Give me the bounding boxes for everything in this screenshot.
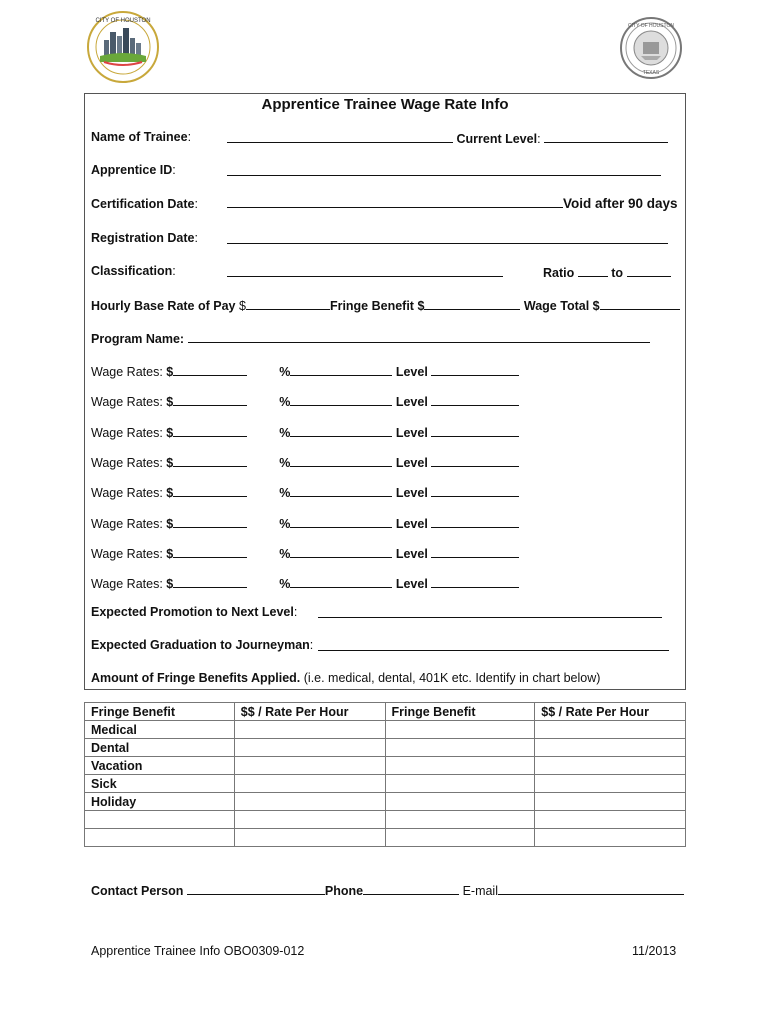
wage-rate-percent-field[interactable] <box>290 454 392 467</box>
benefit-name-cell[interactable] <box>385 793 535 811</box>
wage-rate-amount-field[interactable] <box>173 393 247 406</box>
wage-rate-level-field[interactable] <box>431 393 519 406</box>
rate-cell[interactable] <box>535 793 686 811</box>
form-title: Apprentice Trainee Wage Rate Info <box>261 96 509 113</box>
wage-rate-row: Wage Rates: $ % Level <box>91 515 519 531</box>
wage-rate-percent-field[interactable] <box>290 575 392 588</box>
table-header: $$ / Rate Per Hour <box>234 703 385 721</box>
fringe-applied-note: (i.e. medical, dental, 401K etc. Identify in chart below) <box>303 671 601 685</box>
wage-rate-amount-field[interactable] <box>173 424 247 437</box>
expected-promotion-field[interactable] <box>318 605 662 618</box>
benefit-name-cell: Medical <box>85 721 235 739</box>
benefit-name-cell[interactable] <box>385 757 535 775</box>
benefit-name-cell: Vacation <box>85 757 235 775</box>
table-row <box>85 811 686 829</box>
wage-rates-label: Wage Rates: <box>91 365 163 379</box>
table-row <box>85 721 686 739</box>
fringe-benefits-body <box>85 721 686 847</box>
table-header-row <box>85 703 686 721</box>
table-header: Fringe Benefit <box>85 703 235 721</box>
ratio-first-field[interactable] <box>578 264 608 277</box>
wage-rate-row: Wage Rates: $ % Level <box>91 454 519 470</box>
rate-cell[interactable] <box>234 775 385 793</box>
contact-row <box>91 882 684 898</box>
wage-rate-percent-field[interactable] <box>290 545 392 558</box>
certification-date-label: Certification Date <box>91 197 195 211</box>
wage-rate-row: Wage Rates: $ % Level <box>91 363 519 379</box>
table-row <box>85 793 686 811</box>
wage-rate-row: Wage Rates: $ % Level <box>91 545 519 561</box>
email-field[interactable] <box>498 882 684 895</box>
classification-label: Classification <box>91 264 173 278</box>
wage-rates-label: Wage Rates: <box>91 516 163 531</box>
wage-rate-percent-field[interactable] <box>290 424 392 437</box>
benefit-name-cell[interactable] <box>385 721 535 739</box>
table-row <box>85 775 686 793</box>
registration-date-label: Registration Date <box>91 231 195 245</box>
wage-total-field[interactable] <box>600 297 680 310</box>
phone-label: Phone <box>324 884 364 898</box>
wage-rate-amount-field[interactable] <box>173 484 247 497</box>
wage-rate-amount-field[interactable] <box>173 515 247 528</box>
benefit-name-cell[interactable] <box>385 829 535 847</box>
contact-person-label: Contact Person <box>91 884 184 898</box>
wage-rate-amount-field[interactable] <box>173 575 247 588</box>
wage-rate-level-field[interactable] <box>431 545 519 558</box>
city-of-houston-obo-logo <box>86 10 160 84</box>
wage-rate-level-field[interactable] <box>431 363 519 376</box>
wage-rates-label: Wage Rates: <box>91 425 163 440</box>
wage-rates-label: Wage Rates: <box>91 455 163 470</box>
table-row <box>85 757 686 775</box>
apprentice-id-label: Apprentice ID <box>91 163 173 177</box>
name-of-trainee-label: Name of Trainee <box>91 130 188 144</box>
footer-date: 11/2013 <box>632 944 677 958</box>
wage-rate-row: Wage Rates: $ % Level <box>91 575 519 591</box>
hourly-base-label: Hourly Base Rate of Pay <box>91 299 236 313</box>
level-label: Level <box>395 425 428 440</box>
expected-promotion-label: Expected Promotion to Next Level <box>91 605 294 619</box>
benefit-name-cell <box>85 811 235 829</box>
contact-person-field[interactable] <box>187 882 325 895</box>
benefit-name-cell[interactable] <box>385 739 535 757</box>
void-note: Void after 90 days <box>563 196 678 211</box>
wage-rate-row: Wage Rates: $ % Level <box>91 393 519 409</box>
classification-field[interactable] <box>227 264 503 277</box>
benefit-name-cell: Dental <box>85 739 235 757</box>
wage-rate-amount-field[interactable] <box>173 363 247 376</box>
fringe-benefit-field[interactable] <box>424 297 520 310</box>
wage-rate-level-field[interactable] <box>431 454 519 467</box>
level-label: Level <box>395 516 428 531</box>
benefit-name-cell[interactable] <box>385 775 535 793</box>
apprentice-id-field[interactable] <box>227 163 661 176</box>
hourly-base-field[interactable] <box>246 297 330 310</box>
expected-graduation-field[interactable] <box>318 638 669 651</box>
wage-rate-percent-field[interactable] <box>290 393 392 406</box>
phone-field[interactable] <box>363 882 459 895</box>
rate-cell[interactable] <box>234 757 385 775</box>
city-of-houston-seal <box>619 16 683 80</box>
wage-total-label: Wage Total $ <box>523 299 600 313</box>
wage-rate-level-field[interactable] <box>431 424 519 437</box>
level-label: Level <box>395 365 428 379</box>
svg-text:TEXAS: TEXAS <box>642 70 660 76</box>
rate-cell[interactable] <box>535 757 686 775</box>
program-name-label: Program Name: <box>91 332 185 346</box>
rate-cell[interactable] <box>234 739 385 757</box>
benefit-name-cell: Holiday <box>85 793 235 811</box>
name-of-trainee-row: Name of Trainee: <box>91 130 192 144</box>
wage-rate-percent-field[interactable] <box>290 363 392 376</box>
program-name-field[interactable] <box>188 330 650 343</box>
fringe-benefit-label: Fringe Benefit $ <box>329 299 425 313</box>
wage-rate-amount-field[interactable] <box>173 545 247 558</box>
expected-graduation-label: Expected Graduation to Journeyman <box>91 638 310 652</box>
rate-cell[interactable] <box>535 775 686 793</box>
ratio-to-label: to <box>611 266 624 280</box>
benefit-name-cell: Sick <box>85 775 235 793</box>
rate-cell[interactable] <box>234 721 385 739</box>
wage-rates-label: Wage Rates: <box>91 395 163 410</box>
footer-form-id: Apprentice Trainee Info OBO0309-012 <box>91 944 305 958</box>
level-label: Level <box>395 395 428 410</box>
svg-text:CITY OF HOUSTON: CITY OF HOUSTON <box>95 18 151 24</box>
wage-rate-level-field[interactable] <box>431 575 519 588</box>
wage-rate-percent-field[interactable] <box>290 515 392 528</box>
level-label: Level <box>395 486 428 501</box>
rate-cell[interactable] <box>535 811 686 829</box>
wage-rates-label: Wage Rates: <box>91 486 163 501</box>
wage-rate-form: Apprentice Trainee Wage Rate Info Name of Trainee: Current Level: Apprentice ID: Certification Date: Void after 90 days Registration Date: Classification: Ratio to Hourly Base Rate of Pay $ Fringe Benefit $ Wage Total $ Program Name: Wage Rates: $ % Level Wage Rates: $ % Level Wage Rates: $ % Level Wage Rates: $ % Level Wage Rates: $ % Level Wage Rates: $ % Level Wage Rates: $ % Level Wage Rates: $ % Level Expected Promotion to Next Level: Expected Graduation to Journeyman: Amount of Fringe Benefits Applied. (i.e. medical, dental, 401K etc. Identify in chart below) <box>84 93 686 690</box>
level-label: Level <box>395 577 428 592</box>
wage-rate-row: Wage Rates: $ % Level <box>91 424 519 440</box>
wage-rate-amount-field[interactable] <box>173 454 247 467</box>
registration-date-field[interactable] <box>227 231 668 244</box>
certification-date-field[interactable] <box>227 195 563 208</box>
wage-rate-row: Wage Rates: $ % Level <box>91 484 519 500</box>
fringe-applied-label: Amount of Fringe Benefits Applied. <box>91 671 301 685</box>
rate-cell[interactable] <box>234 829 385 847</box>
table-row <box>85 739 686 757</box>
wage-rate-level-field[interactable] <box>431 484 519 497</box>
rate-cell[interactable] <box>535 829 686 847</box>
level-label: Level <box>395 455 428 470</box>
email-label: E-mail <box>462 884 498 898</box>
svg-text:CITY OF HOUSTON: CITY OF HOUSTON <box>628 23 674 29</box>
ratio-second-field[interactable] <box>627 264 671 277</box>
name-of-trainee-field[interactable] <box>227 130 453 143</box>
table-header: Fringe Benefit <box>385 703 535 721</box>
current-level-field[interactable] <box>544 130 668 143</box>
wage-rate-percent-field[interactable] <box>290 484 392 497</box>
table-row <box>85 829 686 847</box>
ratio-label: Ratio <box>543 266 575 280</box>
wage-rates-label: Wage Rates: <box>91 546 163 561</box>
benefit-name-cell <box>85 829 235 847</box>
rate-cell[interactable] <box>535 739 686 757</box>
benefit-name-cell[interactable] <box>385 811 535 829</box>
current-level-label: Current Level <box>456 132 538 146</box>
rate-cell[interactable] <box>234 793 385 811</box>
table-header: $$ / Rate Per Hour <box>535 703 686 721</box>
rate-cell[interactable] <box>535 721 686 739</box>
rate-cell[interactable] <box>234 811 385 829</box>
wage-rates-label: Wage Rates: <box>91 577 163 592</box>
wage-rate-level-field[interactable] <box>431 515 519 528</box>
fringe-benefits-table <box>84 702 686 847</box>
level-label: Level <box>395 546 428 561</box>
